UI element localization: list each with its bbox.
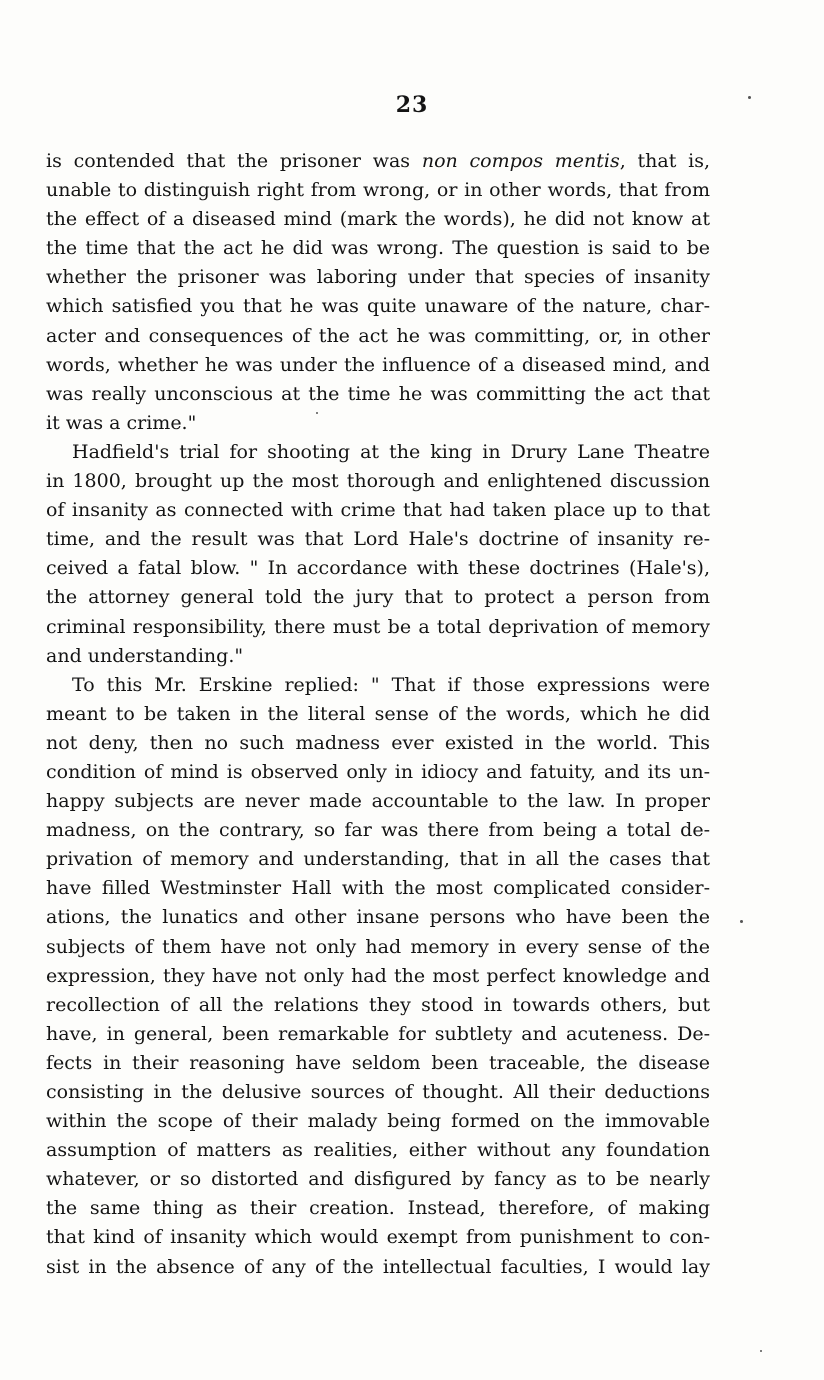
text-line: ations, the lunatics and other insane persons who have been the bbox=[46, 906, 710, 929]
text-line: sist in the absence of any of the intellectual faculties, I would lay bbox=[46, 1255, 710, 1278]
text-line: subjects of them have not only had memory in every sense of the bbox=[46, 935, 710, 958]
text-line: madness, on the contrary, so far was there from being a total de- bbox=[46, 819, 710, 842]
paragraph bbox=[46, 438, 710, 671]
text-line: condition of mind is observed only in idiocy and fatuity, and its un- bbox=[46, 760, 710, 783]
text-line: time, and the result was that Lord Hale's doctrine of insanity re- bbox=[46, 528, 710, 551]
text-line: not deny, then no such madness ever existed in the world. This bbox=[46, 731, 710, 754]
text-line: have, in general, been remarkable for subtlety and acuteness. De- bbox=[46, 1022, 710, 1045]
text-line: in 1800, brought up the most thorough and enlightened discussion bbox=[46, 470, 710, 493]
text-line: recollection of all the relations they stood in towards others, but bbox=[46, 993, 710, 1016]
text-line: was really unconscious at the time he was committing the act that bbox=[46, 382, 710, 405]
text-line: and understanding." bbox=[46, 644, 244, 667]
text-line: whatever, or so distorted and disfigured by fancy as to be nearly bbox=[46, 1168, 710, 1191]
text-line: whether the prisoner was laboring under that species of insanity bbox=[46, 266, 710, 289]
text-line: criminal responsibility, there must be a total deprivation of memory bbox=[46, 615, 710, 638]
text-line: words, whether he was under the influence of a diseased mind, and bbox=[46, 353, 710, 376]
text-line: privation of memory and understanding, that in all the cases that bbox=[46, 848, 710, 871]
text-line: the time that the act he did was wrong. The question is said to be bbox=[46, 237, 710, 260]
text-line: To this Mr. Erskine replied: " That if those expressions were bbox=[72, 673, 710, 696]
text-line: have filled Westminster Hall with the most complicated consider- bbox=[46, 877, 710, 900]
text-line: within the scope of their malady being formed on the immovable bbox=[46, 1110, 710, 1133]
text-line: expression, they have not only had the most perfect knowledge and bbox=[46, 964, 710, 987]
text-line: ceived a fatal blow. " In accordance with these doctrines (Hale's), bbox=[46, 557, 710, 580]
text-line: consisting in the delusive sources of thought. All their deductions bbox=[46, 1081, 710, 1103]
text-line: Hadfield's trial for shooting at the king in Drury Lane Theatre bbox=[72, 440, 710, 463]
text-line: the effect of a diseased mind (mark the words), he did not know at bbox=[46, 208, 710, 231]
scan-speck bbox=[748, 96, 751, 99]
paragraph bbox=[46, 147, 710, 438]
text-line: assumption of matters as realities, either without any foundation bbox=[46, 1139, 710, 1162]
text-line: fects in their reasoning have seldom been traceable, the disease bbox=[46, 1051, 710, 1074]
page-number: 23 bbox=[395, 92, 429, 118]
text-line: the same thing as their creation. Instead, therefore, of making bbox=[46, 1197, 710, 1220]
text-line: which satisfied you that he was quite unaware of the nature, char- bbox=[46, 295, 710, 318]
latin-term: non compos mentis bbox=[421, 150, 620, 172]
scan-speck bbox=[760, 1350, 762, 1352]
text-line: is contended that the prisoner was non compos mentis, that is, bbox=[46, 150, 711, 172]
text-line: it was a crime." bbox=[46, 411, 197, 434]
text-line: unable to distinguish right from wrong, or in other words, that from bbox=[46, 179, 710, 202]
scan-speck bbox=[740, 920, 743, 923]
text-line: that kind of insanity which would exempt from punishment to con- bbox=[46, 1226, 710, 1249]
paragraph bbox=[46, 671, 710, 1282]
text-line: acter and consequences of the act he was committing, or, in other bbox=[46, 324, 710, 347]
text-line: of insanity as connected with crime that had taken place up to that bbox=[46, 499, 710, 522]
body-text bbox=[46, 147, 710, 1282]
text-line: happy subjects are never made accountable to the law. In proper bbox=[46, 790, 710, 813]
text-line: the attorney general told the jury that to protect a person from bbox=[46, 586, 710, 609]
scan-speck bbox=[316, 412, 318, 414]
text-line: meant to be taken in the literal sense of the words, which he did bbox=[46, 702, 710, 725]
